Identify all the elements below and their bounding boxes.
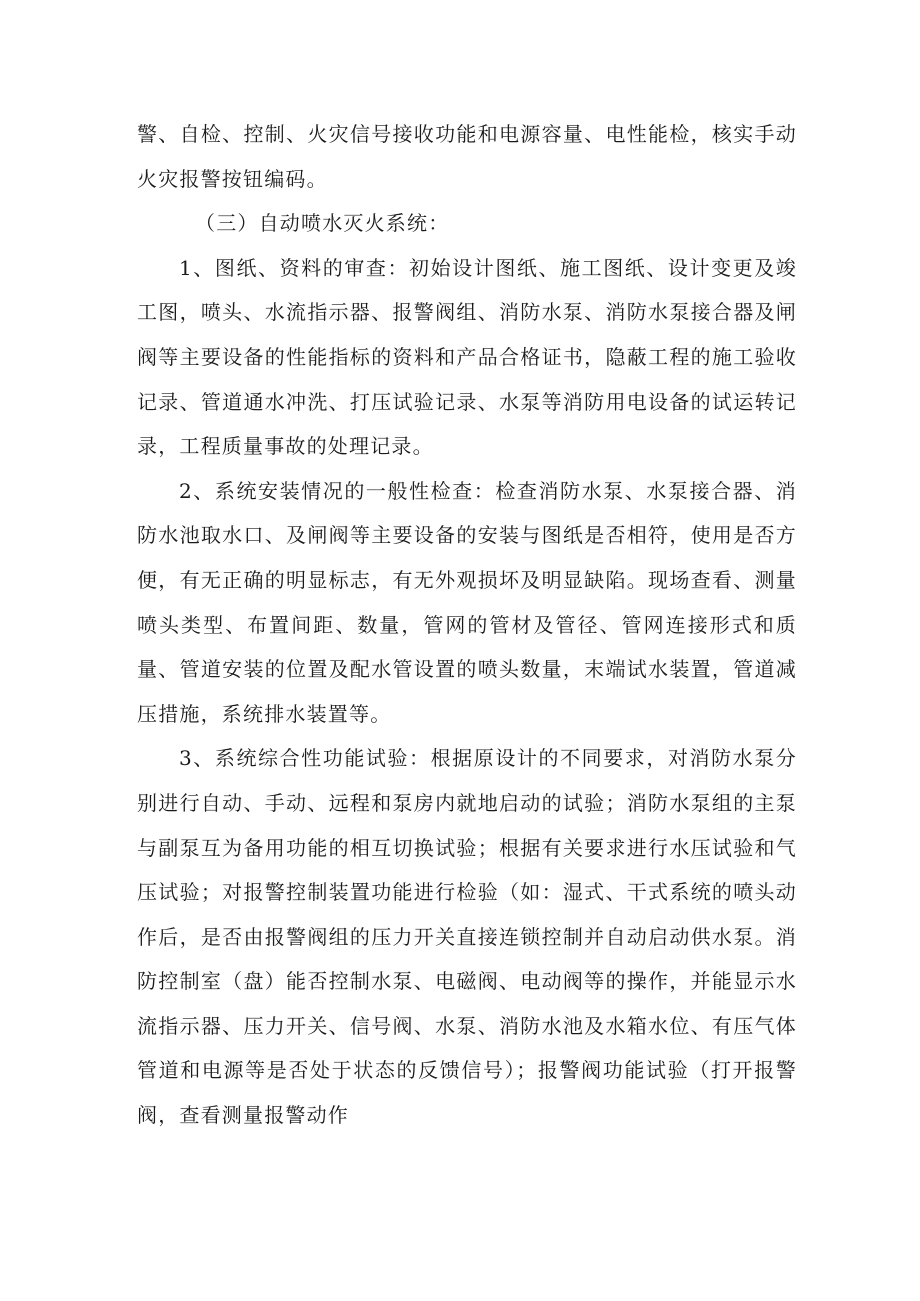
paragraph-item-1: 1、图纸、资料的审查：初始设计图纸、施工图纸、设计变更及竣工图，喷头、水流指示器、报警阀组、消防水泵、消防水泵接合器及闸阀等主要设备的性能指标的资料和产品合格证书，隐蔽工程的施工验收记录、管道通水冲洗、打压试验记录、水泵等消防用电设备的试运转记录，工程质量事故的处理记录。: [137, 255, 797, 459]
section-heading: （三）自动喷水灭火系统：: [195, 211, 450, 236]
paragraph-continuation: 警、自检、控制、火灾信号接收功能和电源容量、电性能检，核实手动火灾报警按钮编码。: [137, 122, 797, 191]
document-body: [137, 112, 797, 1138]
paragraph-item-2: 2、系统安装情况的一般性检查：检查消防水泵、水泵接合器、消防水池取水口、及闸阀等主要设备的安装与图纸是否相符，使用是否方便，有无正确的明显标志，有无外观损坏及明显缺陷。现场查看、测量喷头类型、布置间距、数量，管网的管材及管径、管网连接形式和质量、管道安装的位置及配水管设置的喷头数量，末端试水装置，管道减压措施，系统排水装置等。: [137, 478, 797, 726]
paragraph-item-3: 3、系统综合性功能试验：根据原设计的不同要求，对消防水泵分别进行自动、手动、远程和泵房内就地启动的试验；消防水泵组的主泵与副泵互为备用功能的相互切换试验；根据有关要求进行水压试验和气压试验；对报警控制装置功能进行检验（如：湿式、干式系统的喷头动作后，是否由报警阀组的压力开关直接连锁控制并自动启动供水泵。消防控制室（盘）能否控制水泵、电磁阀、电动阀等的操作，并能显示水流指示器、压力开关、信号阀、水泵、消防水池及水箱水位、有压气体管道和电源等是否处于状态的反馈信号）；报警阀功能试验（打开报警阀，查看测量报警动作: [137, 746, 797, 1128]
